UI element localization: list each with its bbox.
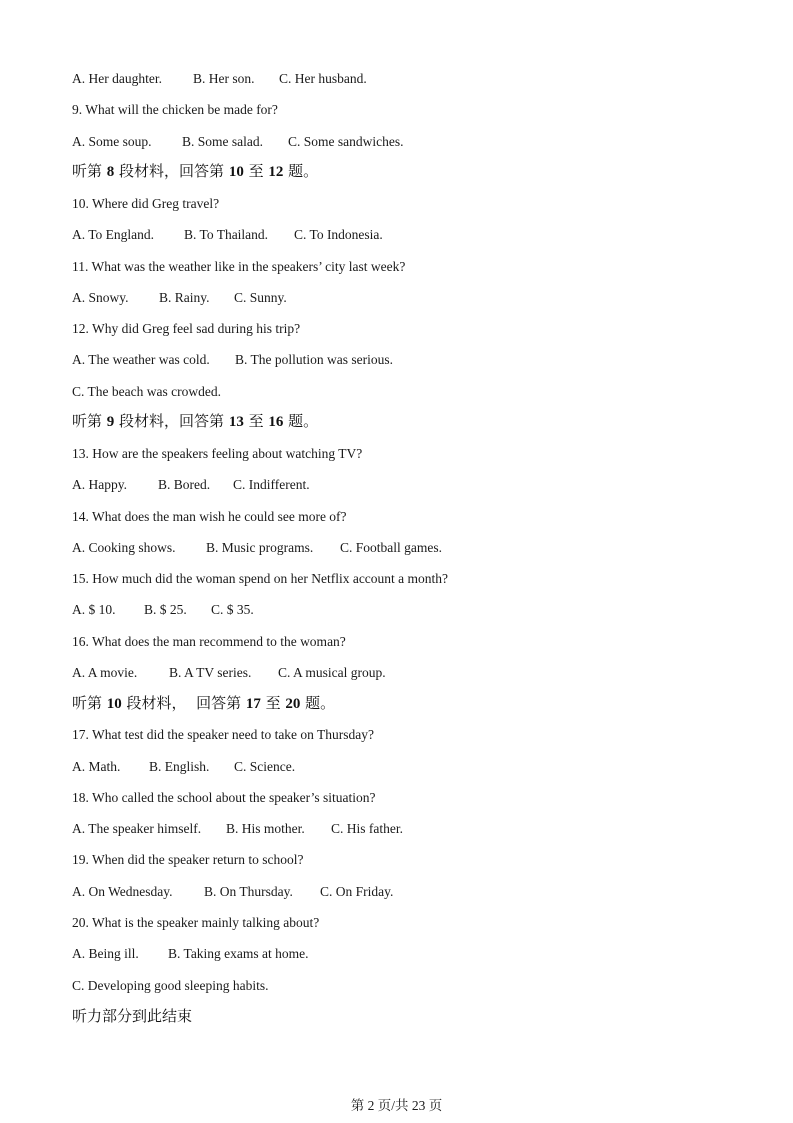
answer-option: A. Her daughter. — [72, 71, 162, 86]
section-number: 20 — [285, 696, 301, 712]
question-text: 9. What will the chicken be made for? — [72, 102, 278, 117]
section-text: 听第 — [72, 162, 107, 180]
section-number: 17 — [245, 696, 261, 712]
section-number: 12 — [268, 164, 284, 180]
section-text: 题。 — [283, 162, 319, 180]
answer-option: A. The speaker himself. — [72, 821, 202, 836]
section-text: 段材料，回答第 — [114, 162, 229, 180]
question-text: 19. When did the speaker return to school? — [72, 852, 304, 867]
section-number: 10 — [106, 696, 122, 712]
section-heading — [72, 694, 335, 713]
answer-option: B. Her son. — [193, 71, 255, 86]
answer-option: C. Football games. — [340, 540, 442, 555]
answer-option: C. A musical group. — [278, 665, 386, 680]
section-text: 至 — [260, 694, 286, 712]
answer-option: A. On Wednesday. — [72, 884, 173, 899]
question-text: 14. What does the man wish he could see more of? — [72, 509, 347, 524]
answer-option: A. Math. — [72, 759, 121, 774]
answer-option: C. To Indonesia. — [294, 227, 383, 242]
answer-option: A. Snowy. — [72, 290, 129, 305]
question-text: 10. Where did Greg travel? — [72, 196, 220, 211]
answer-option: A. $ 10. — [72, 602, 116, 617]
question-text: 11. What was the weather like in the speakers’ city last week? — [72, 259, 406, 274]
answer-option: B. Some salad. — [182, 134, 263, 149]
answer-option: B. The pollution was serious. — [235, 352, 393, 367]
answer-option: B. To Thailand. — [184, 227, 269, 242]
answer-option: A. Cooking shows. — [72, 540, 176, 555]
section-number: 16 — [268, 414, 284, 430]
answer-option: C. Her husband. — [279, 71, 367, 86]
end-note: 听力部分到此结束 — [72, 1007, 193, 1025]
question-text: 12. Why did Greg feel sad during his trip? — [72, 321, 301, 336]
section-heading — [72, 412, 318, 431]
answer-option: C. Some sandwiches. — [288, 134, 404, 149]
section-text: 至 — [243, 412, 269, 430]
section-text: 听第 — [72, 694, 107, 712]
section-text: 题。 — [300, 694, 336, 712]
section-number: 10 — [228, 164, 244, 180]
answer-option: A. A movie. — [72, 665, 138, 680]
section-text: 至 — [243, 162, 269, 180]
answer-option: A. To England. — [72, 227, 155, 242]
section-number: 8 — [106, 164, 115, 180]
section-number: 13 — [228, 414, 244, 430]
question-text: C. Developing good sleeping habits. — [72, 978, 269, 993]
question-text: C. The beach was crowded. — [72, 384, 221, 399]
answer-option: B. Taking exams at home. — [168, 946, 309, 961]
answer-option: B. English. — [149, 759, 210, 774]
answer-option: B. $ 25. — [144, 602, 187, 617]
answer-option: B. On Thursday. — [204, 884, 293, 899]
section-text: 题。 — [283, 412, 319, 430]
question-text: 20. What is the speaker mainly talking about? — [72, 915, 320, 930]
section-text: 段材料， 回答第 — [121, 694, 246, 712]
section-text: 听第 — [72, 412, 107, 430]
answer-option: C. $ 35. — [211, 602, 254, 617]
answer-option: C. On Friday. — [320, 884, 394, 899]
answer-option: A. Being ill. — [72, 946, 139, 961]
question-text: 17. What test did the speaker need to take on Thursday? — [72, 727, 375, 742]
answer-option: B. Bored. — [158, 477, 211, 492]
answer-option: B. Rainy. — [159, 290, 210, 305]
section-text: 段材料，回答第 — [114, 412, 229, 430]
section-heading — [72, 162, 318, 181]
question-text: 18. Who called the school about the speaker’s situation? — [72, 790, 376, 805]
page-footer: 第 2 页/共 23 页 — [350, 1098, 443, 1113]
answer-option: A. The weather was cold. — [72, 352, 210, 367]
answer-option: C. Sunny. — [234, 290, 287, 305]
answer-option: C. His father. — [331, 821, 403, 836]
answer-option: B. A TV series. — [169, 665, 252, 680]
question-text: 13. How are the speakers feeling about watching TV? — [72, 446, 363, 461]
answer-option: A. Happy. — [72, 477, 127, 492]
answer-option: C. Science. — [234, 759, 296, 774]
answer-option: B. His mother. — [226, 821, 305, 836]
question-text: 16. What does the man recommend to the woman? — [72, 634, 346, 649]
answer-option: B. Music programs. — [206, 540, 314, 555]
section-number: 9 — [106, 414, 115, 430]
answer-option: A. Some soup. — [72, 134, 152, 149]
question-text: 15. How much did the woman spend on her Netflix account a month? — [72, 571, 449, 586]
answer-option: C. Indifferent. — [233, 477, 310, 492]
